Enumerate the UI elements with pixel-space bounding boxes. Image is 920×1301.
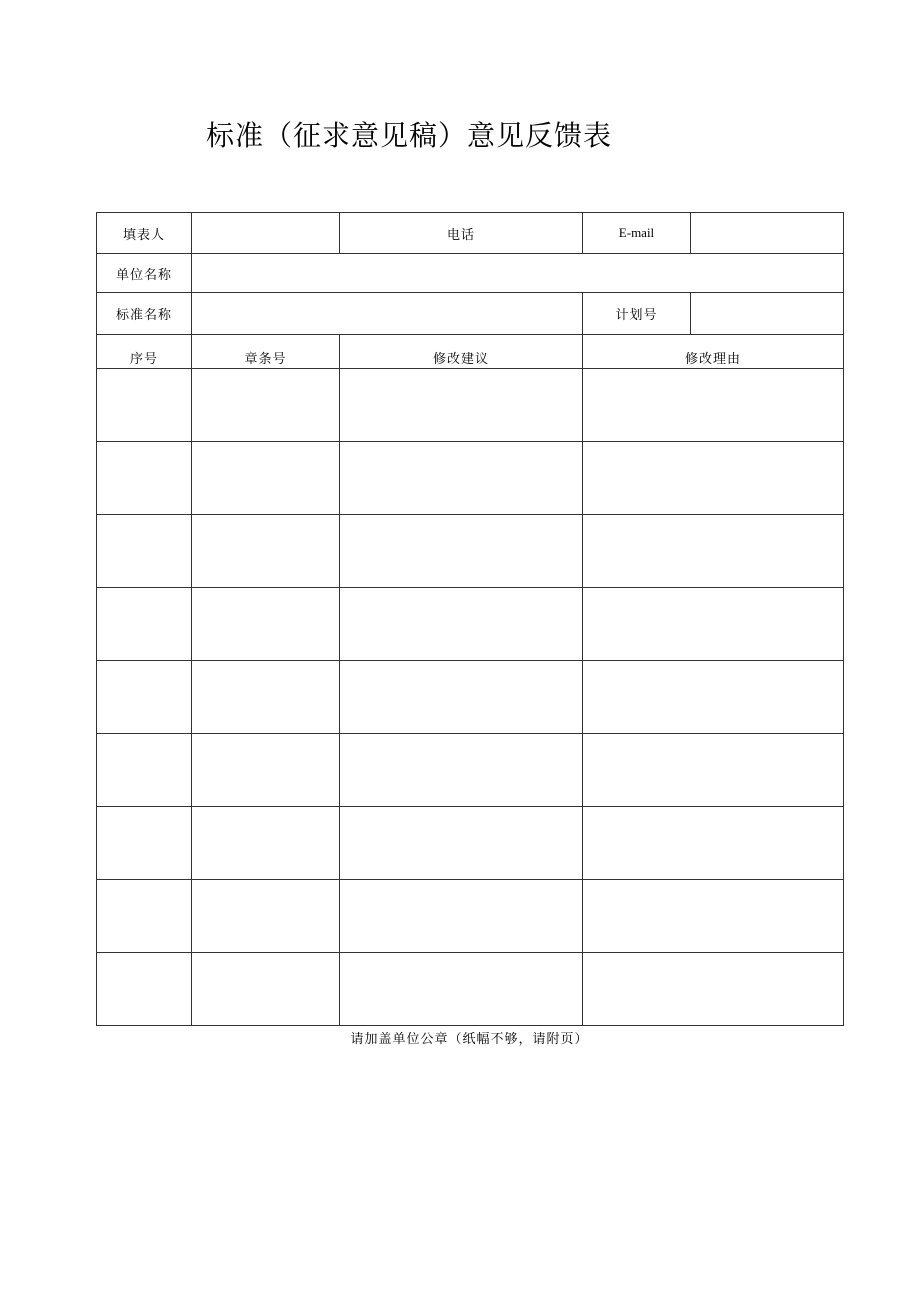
reason-cell[interactable]	[583, 807, 844, 880]
reason-cell[interactable]	[583, 369, 844, 442]
header-clause: 章条号	[192, 335, 340, 369]
table-header-row	[97, 335, 844, 369]
suggestion-cell[interactable]	[340, 880, 583, 953]
reason-cell[interactable]	[583, 734, 844, 807]
serial-cell[interactable]	[97, 880, 192, 953]
clause-cell[interactable]	[192, 734, 340, 807]
standard-name-field[interactable]	[192, 293, 583, 335]
table-row	[97, 588, 844, 661]
footnote: 请加盖单位公章（纸幅不够，请附页）	[350, 1032, 589, 1047]
clause-cell[interactable]	[192, 953, 340, 1026]
serial-cell[interactable]	[97, 734, 192, 807]
table-row	[97, 369, 844, 442]
organization-row	[97, 254, 844, 293]
suggestion-cell[interactable]	[340, 442, 583, 515]
table-row	[97, 953, 844, 1026]
header-serial: 序号	[97, 335, 192, 369]
clause-cell[interactable]	[192, 807, 340, 880]
reason-cell[interactable]	[583, 588, 844, 661]
reason-cell[interactable]	[583, 442, 844, 515]
email-label: E-mail	[583, 213, 691, 254]
clause-cell[interactable]	[192, 588, 340, 661]
table-row	[97, 807, 844, 880]
serial-cell[interactable]	[97, 515, 192, 588]
organization-label: 单位名称	[97, 254, 192, 293]
serial-cell[interactable]	[97, 369, 192, 442]
suggestion-cell[interactable]	[340, 588, 583, 661]
clause-cell[interactable]	[192, 661, 340, 734]
reason-cell[interactable]	[583, 953, 844, 1026]
suggestion-cell[interactable]	[340, 515, 583, 588]
clause-cell[interactable]	[192, 442, 340, 515]
suggestion-cell[interactable]	[340, 369, 583, 442]
header-reason: 修改理由	[583, 335, 844, 369]
clause-cell[interactable]	[192, 880, 340, 953]
serial-cell[interactable]	[97, 442, 192, 515]
table-row	[97, 880, 844, 953]
feedback-form-table	[96, 212, 844, 1026]
suggestion-cell[interactable]	[340, 661, 583, 734]
email-field[interactable]	[691, 213, 844, 254]
serial-cell[interactable]	[97, 807, 192, 880]
plan-number-label: 计划号	[583, 293, 691, 335]
table-row	[97, 442, 844, 515]
serial-cell[interactable]	[97, 953, 192, 1026]
serial-cell[interactable]	[97, 661, 192, 734]
reason-cell[interactable]	[583, 661, 844, 734]
table-row	[97, 734, 844, 807]
reason-cell[interactable]	[583, 880, 844, 953]
filler-label: 填表人	[97, 213, 192, 254]
serial-cell[interactable]	[97, 588, 192, 661]
page-title: 标准（征求意见稿）意见反馈表	[206, 119, 613, 152]
reason-cell[interactable]	[583, 515, 844, 588]
filler-field[interactable]	[192, 213, 340, 254]
header-suggestion: 修改建议	[340, 335, 583, 369]
clause-cell[interactable]	[192, 369, 340, 442]
organization-field[interactable]	[192, 254, 844, 293]
clause-cell[interactable]	[192, 515, 340, 588]
suggestion-cell[interactable]	[340, 807, 583, 880]
plan-number-field[interactable]	[691, 293, 844, 335]
phone-label: 电话	[340, 213, 583, 254]
suggestion-cell[interactable]	[340, 734, 583, 807]
table-row	[97, 515, 844, 588]
standard-name-label: 标准名称	[97, 293, 192, 335]
suggestion-cell[interactable]	[340, 953, 583, 1026]
table-row	[97, 661, 844, 734]
contact-row	[97, 213, 844, 254]
standard-row	[97, 293, 844, 335]
